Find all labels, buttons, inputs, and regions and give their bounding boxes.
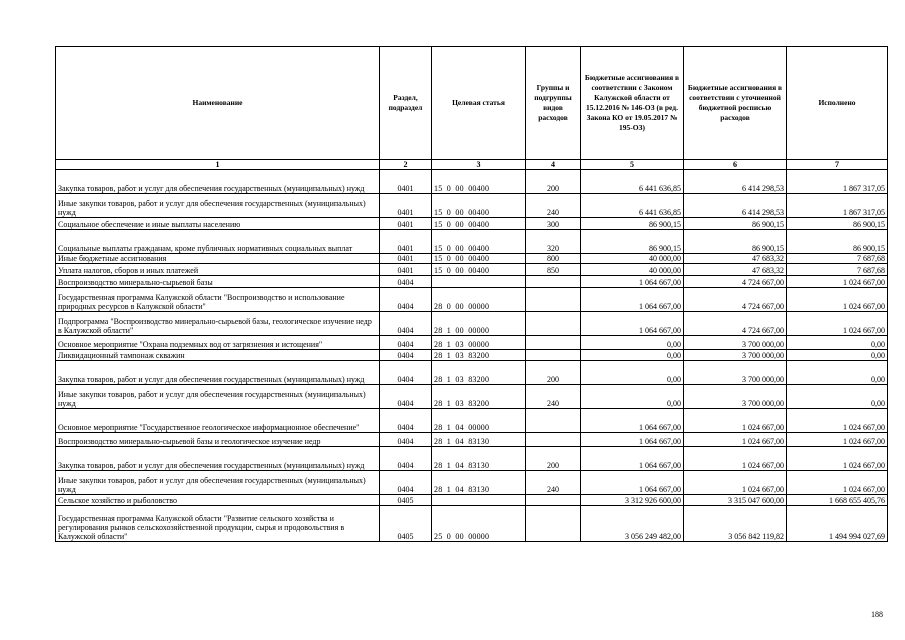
row-refined-budget: 3 315 047 600,00 bbox=[684, 495, 787, 506]
row-target-article: 15 0 00 00400 bbox=[432, 218, 526, 230]
row-executed: 0,00 bbox=[787, 350, 888, 361]
row-section: 0401 bbox=[380, 170, 432, 194]
table-row bbox=[56, 336, 888, 350]
row-name: Социальные выплаты гражданам, кроме публичных нормативных социальных выплат bbox=[56, 230, 380, 254]
row-section: 0404 bbox=[380, 433, 432, 447]
row-law-budget: 3 056 249 482,00 bbox=[581, 506, 684, 542]
row-section: 0404 bbox=[380, 471, 432, 495]
header-refined-budget: Бюджетные ассигнования в соответствии с уточненной бюджетной росписью расходов bbox=[684, 47, 787, 160]
table-row bbox=[56, 447, 888, 471]
row-executed: 7 687,68 bbox=[787, 264, 888, 276]
row-target-article: 15 0 00 00400 bbox=[432, 194, 526, 218]
row-expense-group: 200 bbox=[526, 447, 581, 471]
row-law-budget: 1 064 667,00 bbox=[581, 409, 684, 433]
column-number: 7 bbox=[787, 160, 888, 170]
row-expense-group: 300 bbox=[526, 218, 581, 230]
row-executed: 0,00 bbox=[787, 336, 888, 350]
row-refined-budget: 47 683,32 bbox=[684, 264, 787, 276]
row-name: Сельское хозяйство и рыболовство bbox=[56, 495, 380, 506]
row-expense-group: 240 bbox=[526, 471, 581, 495]
row-name: Иные бюджетные ассигнования bbox=[56, 254, 380, 264]
row-refined-budget: 1 024 667,00 bbox=[684, 409, 787, 433]
row-refined-budget: 4 724 667,00 bbox=[684, 288, 787, 312]
row-executed: 1 024 667,00 bbox=[787, 447, 888, 471]
row-name: Ликвидационный тампонаж скважин bbox=[56, 350, 380, 361]
row-section: 0401 bbox=[380, 230, 432, 254]
row-executed: 86 900,15 bbox=[787, 218, 888, 230]
header-executed: Исполнено bbox=[787, 47, 888, 160]
row-executed: 1 024 667,00 bbox=[787, 409, 888, 433]
row-target-article: 15 0 00 00400 bbox=[432, 230, 526, 254]
row-expense-group bbox=[526, 276, 581, 288]
row-section: 0401 bbox=[380, 218, 432, 230]
row-name: Закупка товаров, работ и услуг для обеспечения государственных (муниципальных) нужд bbox=[56, 170, 380, 194]
table-row bbox=[56, 433, 888, 447]
row-target-article: 15 0 00 00400 bbox=[432, 170, 526, 194]
row-target-article: 28 0 00 00000 bbox=[432, 288, 526, 312]
table-row bbox=[56, 312, 888, 336]
row-law-budget: 1 064 667,00 bbox=[581, 288, 684, 312]
row-law-budget: 40 000,00 bbox=[581, 264, 684, 276]
row-refined-budget: 3 056 842 119,82 bbox=[684, 506, 787, 542]
table-body bbox=[56, 170, 888, 542]
row-expense-group bbox=[526, 409, 581, 433]
table-row bbox=[56, 230, 888, 254]
budget-table bbox=[55, 46, 888, 542]
row-section: 0401 bbox=[380, 194, 432, 218]
column-number: 2 bbox=[380, 160, 432, 170]
row-expense-group: 800 bbox=[526, 254, 581, 264]
column-number: 4 bbox=[526, 160, 581, 170]
row-section: 0404 bbox=[380, 409, 432, 433]
row-executed: 86 900,15 bbox=[787, 230, 888, 254]
header-section: Раздел, подраздел bbox=[380, 47, 432, 160]
row-refined-budget: 47 683,32 bbox=[684, 254, 787, 264]
row-name: Основное мероприятие "Охрана подземных вод от загрязнения и истощения" bbox=[56, 336, 380, 350]
header-target: Целевая статья bbox=[432, 47, 526, 160]
row-target-article: 28 1 03 83200 bbox=[432, 361, 526, 385]
row-target-article: 15 0 00 00400 bbox=[432, 254, 526, 264]
row-refined-budget: 3 700 000,00 bbox=[684, 350, 787, 361]
row-executed: 0,00 bbox=[787, 361, 888, 385]
row-executed: 1 668 655 405,76 bbox=[787, 495, 888, 506]
table-header bbox=[56, 47, 888, 160]
row-section: 0404 bbox=[380, 385, 432, 409]
row-expense-group: 200 bbox=[526, 170, 581, 194]
row-law-budget: 0,00 bbox=[581, 336, 684, 350]
row-law-budget: 1 064 667,00 bbox=[581, 447, 684, 471]
table-row bbox=[56, 264, 888, 276]
row-section: 0401 bbox=[380, 264, 432, 276]
row-name: Социальное обеспечение и иные выплаты населению bbox=[56, 218, 380, 230]
row-expense-group: 850 bbox=[526, 264, 581, 276]
column-number: 6 bbox=[684, 160, 787, 170]
row-law-budget: 86 900,15 bbox=[581, 230, 684, 254]
row-executed: 1 024 667,00 bbox=[787, 276, 888, 288]
row-expense-group bbox=[526, 495, 581, 506]
row-name: Государственная программа Калужской области "Воспроизводство и использование природных ресурсов в Калужской области" bbox=[56, 288, 380, 312]
row-target-article: 15 0 00 00400 bbox=[432, 264, 526, 276]
column-number: 5 bbox=[581, 160, 684, 170]
row-law-budget: 0,00 bbox=[581, 385, 684, 409]
row-target-article: 28 1 03 83200 bbox=[432, 385, 526, 409]
table-row bbox=[56, 350, 888, 361]
row-law-budget: 86 900,15 bbox=[581, 218, 684, 230]
row-law-budget: 6 441 636,85 bbox=[581, 194, 684, 218]
row-section: 0405 bbox=[380, 506, 432, 542]
row-executed: 1 024 667,00 bbox=[787, 312, 888, 336]
row-section: 0404 bbox=[380, 288, 432, 312]
row-executed: 0,00 bbox=[787, 385, 888, 409]
table-row bbox=[56, 254, 888, 264]
row-law-budget: 1 064 667,00 bbox=[581, 471, 684, 495]
row-target-article: 28 1 00 00000 bbox=[432, 312, 526, 336]
row-refined-budget: 6 414 298,53 bbox=[684, 194, 787, 218]
row-name: Подпрограмма "Воспроизводство минерально-сырьевой базы, геологическое изучение недр в Калужской области" bbox=[56, 312, 380, 336]
row-refined-budget: 1 024 667,00 bbox=[684, 433, 787, 447]
row-expense-group bbox=[526, 350, 581, 361]
row-law-budget: 0,00 bbox=[581, 361, 684, 385]
row-executed: 1 024 667,00 bbox=[787, 288, 888, 312]
row-refined-budget: 3 700 000,00 bbox=[684, 336, 787, 350]
row-law-budget: 40 000,00 bbox=[581, 254, 684, 264]
page-number: 188 bbox=[871, 610, 883, 619]
row-expense-group bbox=[526, 433, 581, 447]
row-executed: 1 024 667,00 bbox=[787, 433, 888, 447]
row-executed: 1 867 317,05 bbox=[787, 170, 888, 194]
row-refined-budget: 6 414 298,53 bbox=[684, 170, 787, 194]
row-target-article: 28 1 04 83130 bbox=[432, 433, 526, 447]
row-executed: 1 867 317,05 bbox=[787, 194, 888, 218]
table-row bbox=[56, 288, 888, 312]
row-section: 0405 bbox=[380, 495, 432, 506]
row-expense-group bbox=[526, 336, 581, 350]
row-target-article bbox=[432, 276, 526, 288]
row-refined-budget: 3 700 000,00 bbox=[684, 385, 787, 409]
table-row bbox=[56, 471, 888, 495]
row-executed: 7 687,68 bbox=[787, 254, 888, 264]
row-expense-group bbox=[526, 312, 581, 336]
row-law-budget: 1 064 667,00 bbox=[581, 433, 684, 447]
row-refined-budget: 86 900,15 bbox=[684, 230, 787, 254]
row-name: Уплата налогов, сборов и иных платежей bbox=[56, 264, 380, 276]
row-target-article: 28 1 03 83200 bbox=[432, 350, 526, 361]
column-number: 3 bbox=[432, 160, 526, 170]
header-group: Группы и подгруппы видов расходов bbox=[526, 47, 581, 160]
row-name: Закупка товаров, работ и услуг для обеспечения государственных (муниципальных) нужд bbox=[56, 361, 380, 385]
row-refined-budget: 1 024 667,00 bbox=[684, 471, 787, 495]
row-refined-budget: 1 024 667,00 bbox=[684, 447, 787, 471]
row-law-budget: 3 312 926 600,00 bbox=[581, 495, 684, 506]
row-section: 0404 bbox=[380, 447, 432, 471]
table-row bbox=[56, 218, 888, 230]
row-refined-budget: 4 724 667,00 bbox=[684, 276, 787, 288]
row-executed: 1 024 667,00 bbox=[787, 471, 888, 495]
row-refined-budget: 3 700 000,00 bbox=[684, 361, 787, 385]
row-name: Иные закупки товаров, работ и услуг для обеспечения государственных (муниципальных) нужд bbox=[56, 471, 380, 495]
row-expense-group: 240 bbox=[526, 194, 581, 218]
row-section: 0404 bbox=[380, 350, 432, 361]
row-target-article: 25 0 00 00000 bbox=[432, 506, 526, 542]
row-expense-group: 320 bbox=[526, 230, 581, 254]
row-expense-group: 200 bbox=[526, 361, 581, 385]
table-row bbox=[56, 495, 888, 506]
table-row bbox=[56, 170, 888, 194]
row-law-budget: 6 441 636,85 bbox=[581, 170, 684, 194]
row-law-budget: 1 064 667,00 bbox=[581, 276, 684, 288]
row-expense-group bbox=[526, 288, 581, 312]
row-target-article bbox=[432, 495, 526, 506]
row-expense-group bbox=[526, 506, 581, 542]
column-number: 1 bbox=[56, 160, 380, 170]
row-refined-budget: 4 724 667,00 bbox=[684, 312, 787, 336]
row-law-budget: 1 064 667,00 bbox=[581, 312, 684, 336]
table-row bbox=[56, 361, 888, 385]
column-number-row bbox=[56, 160, 888, 170]
table-row bbox=[56, 506, 888, 542]
row-name: Закупка товаров, работ и услуг для обеспечения государственных (муниципальных) нужд bbox=[56, 447, 380, 471]
row-name: Воспроизводство минерально-сырьевой базы и геологическое изучение недр bbox=[56, 433, 380, 447]
row-name: Основное мероприятие "Государственное геологическое информационное обеспечение" bbox=[56, 409, 380, 433]
row-name: Воспроизводство минерально-сырьевой базы bbox=[56, 276, 380, 288]
row-section: 0404 bbox=[380, 312, 432, 336]
row-refined-budget: 86 900,15 bbox=[684, 218, 787, 230]
row-name: Иные закупки товаров, работ и услуг для обеспечения государственных (муниципальных) нужд bbox=[56, 385, 380, 409]
row-executed: 1 494 994 027,69 bbox=[787, 506, 888, 542]
row-law-budget: 0,00 bbox=[581, 350, 684, 361]
row-expense-group: 240 bbox=[526, 385, 581, 409]
header-law-budget: Бюджетные ассигнования в соответствии с Законом Калужской области от 15.12.2016 № 146-ОЗ (в ред. Закона КО от 19.05.2017 № 195-ОЗ) bbox=[581, 47, 684, 160]
row-section: 0404 bbox=[380, 361, 432, 385]
row-target-article: 28 1 04 00000 bbox=[432, 409, 526, 433]
table-row bbox=[56, 409, 888, 433]
row-section: 0404 bbox=[380, 336, 432, 350]
row-name: Государственная программа Калужской области "Развитие сельского хозяйства и регулирования рынков сельскохозяйственной продукции, сырья и продовольствия в Калужской области" bbox=[56, 506, 380, 542]
header-name: Наименование bbox=[56, 47, 380, 160]
row-section: 0404 bbox=[380, 276, 432, 288]
row-target-article: 28 1 04 83130 bbox=[432, 471, 526, 495]
row-name: Иные закупки товаров, работ и услуг для обеспечения государственных (муниципальных) нужд bbox=[56, 194, 380, 218]
row-target-article: 28 1 04 83130 bbox=[432, 447, 526, 471]
table-row bbox=[56, 276, 888, 288]
row-section: 0401 bbox=[380, 254, 432, 264]
row-target-article: 28 1 03 00000 bbox=[432, 336, 526, 350]
table-row bbox=[56, 385, 888, 409]
table-row bbox=[56, 194, 888, 218]
